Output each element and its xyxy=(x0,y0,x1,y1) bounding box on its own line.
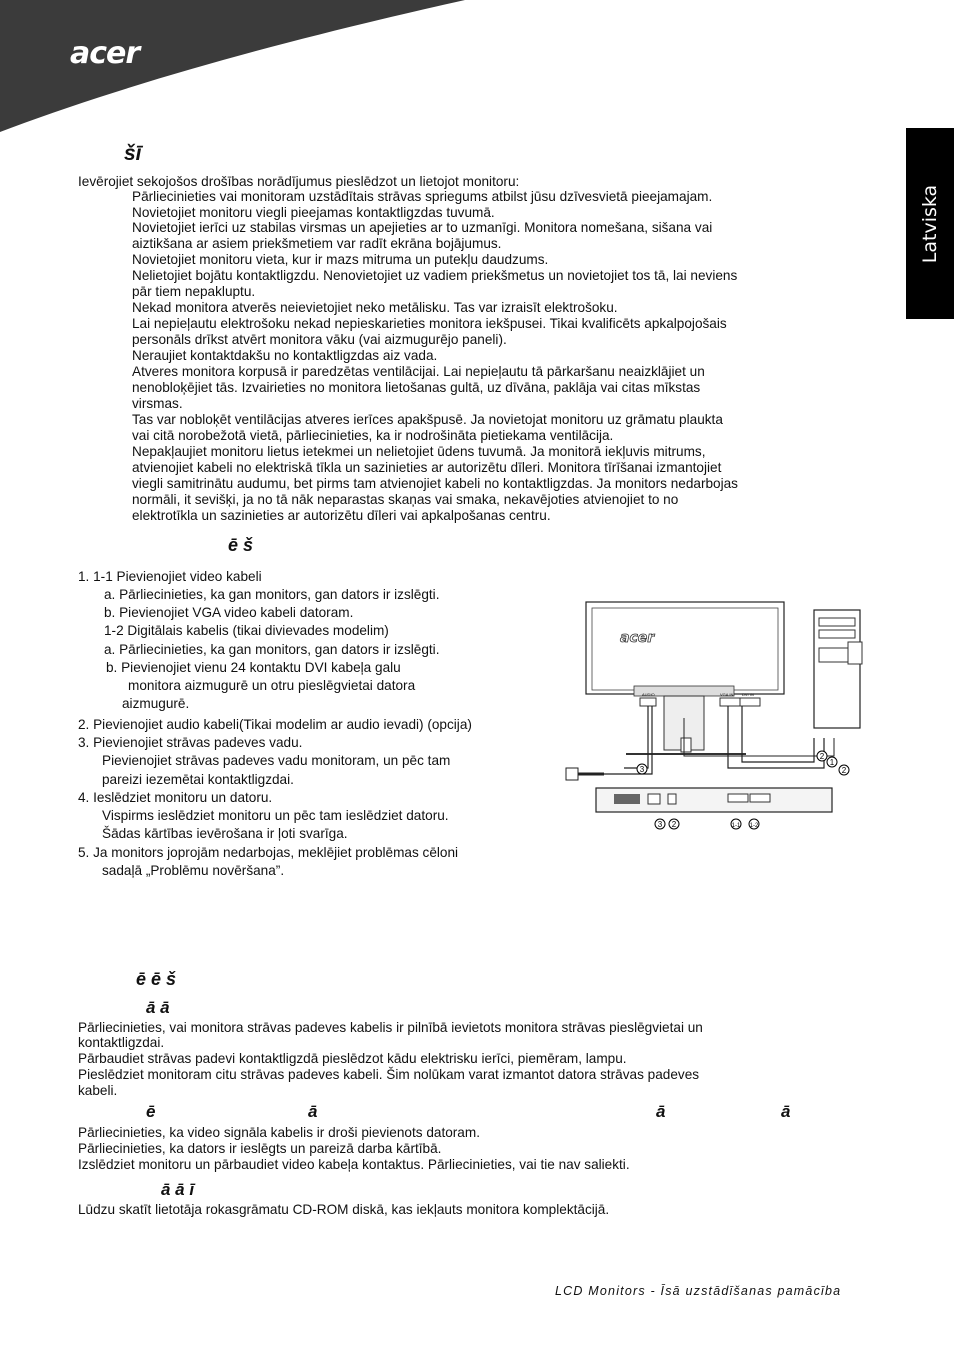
connect-step: aizmugurē. xyxy=(122,696,190,711)
safety-line: Tas var nobloķēt ventilācijas atveres ierīces apakšpusē. Ja novietojat monitoru uz grāmatu plaukta xyxy=(132,412,723,427)
no-image-line: Izslēdziet monitoru un pārbaudiet video kabeļa kontaktus. Pārliecinieties, vai tie nav saliekti. xyxy=(78,1157,630,1172)
connect-step: a. Pārliecinieties, ka gan monitors, gan dators ir izslēgti. xyxy=(104,587,440,602)
language-tab-label: Latviska xyxy=(919,184,941,263)
more-info-text: Lūdzu skatīt lietotāja rokasgrāmatu CD-ROM diskā, kas iekļauts monitora komplektācijā. xyxy=(78,1202,610,1217)
connect-step: 4. Ieslēdziet monitoru un datoru. xyxy=(78,790,273,805)
port-label-dvi: DVI IN xyxy=(742,692,754,697)
safety-line: Nepakļaujiet monitoru lietus ietekmei un nelietojiet ūdens tuvumā. Ja monitorā iekļuvis mitrums, xyxy=(132,444,706,459)
connect-step: b. Pievienojiet vienu 24 kontaktu DVI kabeļa galu xyxy=(106,660,401,675)
power-outlet xyxy=(566,768,578,780)
connect-step: b. Pievienojiet VGA video kabeli datoram. xyxy=(104,605,354,620)
connect-step: 3. Pievienojiet strāvas padeves vadu. xyxy=(78,735,303,750)
computer-tower xyxy=(814,610,860,728)
safety-intro: Ievērojiet sekojošos drošības norādījumus pieslēdzot un lietojot monitoru: xyxy=(78,174,520,189)
safety-line: pār tiem nepakluptu. xyxy=(132,284,256,299)
safety-line: Nelietojiet bojātu kontaktligzdu. Nenovietojiet uz vadiem priekšmetus un novietojiet tos tā, lai neviens xyxy=(132,268,738,283)
subheading-no-image-3: ā xyxy=(656,1102,666,1121)
header-banner xyxy=(0,0,954,135)
port-label-vga: VGA IN xyxy=(720,692,734,697)
brand-logo: acer xyxy=(70,36,140,71)
connect-step: 1-2 Digitālais kabelis (tikai divievades modelim) xyxy=(104,623,389,638)
no-power-line: Pārliecinieties, vai monitora strāvas padeves kabelis ir pilnībā ievietots monitora strāvas pieslēgvietai un xyxy=(78,1020,703,1035)
connect-step: Vispirms ieslēdziet monitoru un pēc tam ieslēdziet datoru. xyxy=(102,808,449,823)
safety-line: Nekad monitora atverēs neievietojiet neko metālisku. Tas var izraisīt elektrošoku. xyxy=(132,300,618,315)
no-power-line: Pieslēdziet monitoram citu strāvas padeves kabeli. Šim nolūkam varat izmantot datora strāvas padeves xyxy=(78,1067,700,1082)
connect-step: pareizi iezemētai kontaktligzdai. xyxy=(102,772,294,787)
safety-line: Novietojiet monitoru vieta, kur ir mazs mitruma un putekļu daudzums. xyxy=(132,252,549,267)
port-label-audio: AUDIO xyxy=(642,692,655,697)
callout-2c: 2 xyxy=(841,766,847,775)
safety-line: Pārliecinieties vai monitoram uzstādītais strāvas spriegums atbilst jūsu dzīvesvietā pieejamajam. xyxy=(132,189,713,204)
callout-1: 1 xyxy=(829,758,835,767)
no-image-line: Pārliecinieties, ka dators ir ieslēgts un pareizā darba kārtībā. xyxy=(78,1141,442,1156)
safety-line: personāls drīkst atvērt monitora vāku (vai aizmugurējo paneli). xyxy=(132,332,507,347)
safety-line: normāli, it sevišķi, ja no tā nāk neparastas skaņas vai smaka, nekavējoties atvienojiet to no xyxy=(132,492,679,507)
callout-2: 2 xyxy=(671,820,677,829)
subheading-no-image-2: ā xyxy=(308,1102,318,1121)
section-heading-safety: šī xyxy=(124,142,142,165)
monitor-back xyxy=(586,602,784,694)
callout-1-1: 1-1 xyxy=(731,823,741,829)
no-power-line: kabeli. xyxy=(78,1083,118,1098)
connect-step: 1. 1-1 Pievienojiet video kabeli xyxy=(78,569,262,584)
safety-line: nenobloķējiet tās. Izvairieties no monitora lietošanas gultā, uz dīvāna, paklāja vai citas mīkstas xyxy=(132,380,701,395)
safety-line: Atveres monitora korpusā ir paredzētas ventilācijai. Lai nepieļautu tā pārkaršanu neaizklājiet un xyxy=(132,364,705,379)
safety-line: Novietojiet monitoru viegli pieejamas kontaktligzdas tuvumā. xyxy=(132,205,495,220)
callout-2b: 2 xyxy=(819,752,825,761)
monitor-logo: acer xyxy=(620,630,655,646)
safety-line: atvienojiet kabeli no elektriskā tīkla un sazinieties ar autorizētu dīleri. Monitora tīrīšanai izmantojiet xyxy=(132,460,722,475)
subheading-no-image-4: ā xyxy=(781,1102,791,1121)
connect-step: Šādas kārtības ievērošana ir ļoti svarīga. xyxy=(102,826,348,841)
subheading-more-info: ā ā ī xyxy=(161,1180,195,1199)
safety-line: Neraujiet kontaktdakšu no kontaktligzdas aiz vada. xyxy=(132,348,438,363)
section-heading-connect: ē š xyxy=(228,535,254,555)
safety-line: vai citā norobežotā vietā, pārliecinieties, ka ir nodrošināta pietiekama ventilācija. xyxy=(132,428,614,443)
callout-3: 3 xyxy=(639,765,645,774)
connect-step: Pievienojiet strāvas padeves vadu monitoram, un pēc tam xyxy=(102,753,451,768)
subheading-no-image-1: ē xyxy=(146,1102,156,1121)
connect-step: sadaļā „Problēmu novēršana”. xyxy=(102,863,285,878)
footer-title: LCD Monitors - Īsā uzstādīšanas pamācība xyxy=(555,1284,842,1298)
no-image-line: Pārliecinieties, ka video signāla kabelis ir droši pievienots datoram. xyxy=(78,1125,480,1140)
no-power-line: kontaktligzdai. xyxy=(78,1035,165,1050)
safety-line: aiztikšana ar asiem priekšmetiem var radīt ekrāna bojājumus. xyxy=(132,236,502,251)
connect-step: 2. Pievienojiet audio kabeli(Tikai modelim ar audio ievadi) (opcija) xyxy=(78,717,472,732)
no-power-line: Pārbaudiet strāvas padevi kontaktligzdā pieslēdzot kādu elektrisku ierīci, piemēram, lampu. xyxy=(78,1051,627,1066)
language-tab xyxy=(906,128,954,319)
safety-line: viegli samitrinātu audumu, bet pirms tam atvienojiet kabeli no kontaktligzdas. Ja monitors nedarbojas xyxy=(132,476,738,491)
connect-step: a. Pārliecinieties, ka gan monitors, gan dators ir izslēgti. xyxy=(104,642,440,657)
callout-3b: 3 xyxy=(657,820,663,829)
safety-line: Lai nepieļautu elektrošoku nekad nepieskarieties monitora iekšpusei. Tikai kvalificēts apkalpojošais xyxy=(132,316,727,331)
callout-1-2: 1-2 xyxy=(749,823,759,829)
connect-step: monitora aizmugurē un otru pieslēgvietai datora xyxy=(128,678,416,693)
connect-step: 5. Ja monitors joprojām nedarbojas, meklējiet problēmas cēloni xyxy=(78,845,459,860)
safety-line: virsmas. xyxy=(132,396,183,411)
connection-diagram xyxy=(564,598,864,836)
safety-line: Novietojiet ierīci uz stabilas virsmas un apejieties ar to uzmanīgi. Monitora nomešana, sišana vai xyxy=(132,220,713,235)
section-heading-troubleshooting: ē ē š xyxy=(136,969,177,989)
subheading-no-power: ā ā xyxy=(146,998,170,1017)
safety-line: elektrotīkla un sazinieties ar autorizētu dīleri vai apkalpošanas centru. xyxy=(132,508,551,523)
